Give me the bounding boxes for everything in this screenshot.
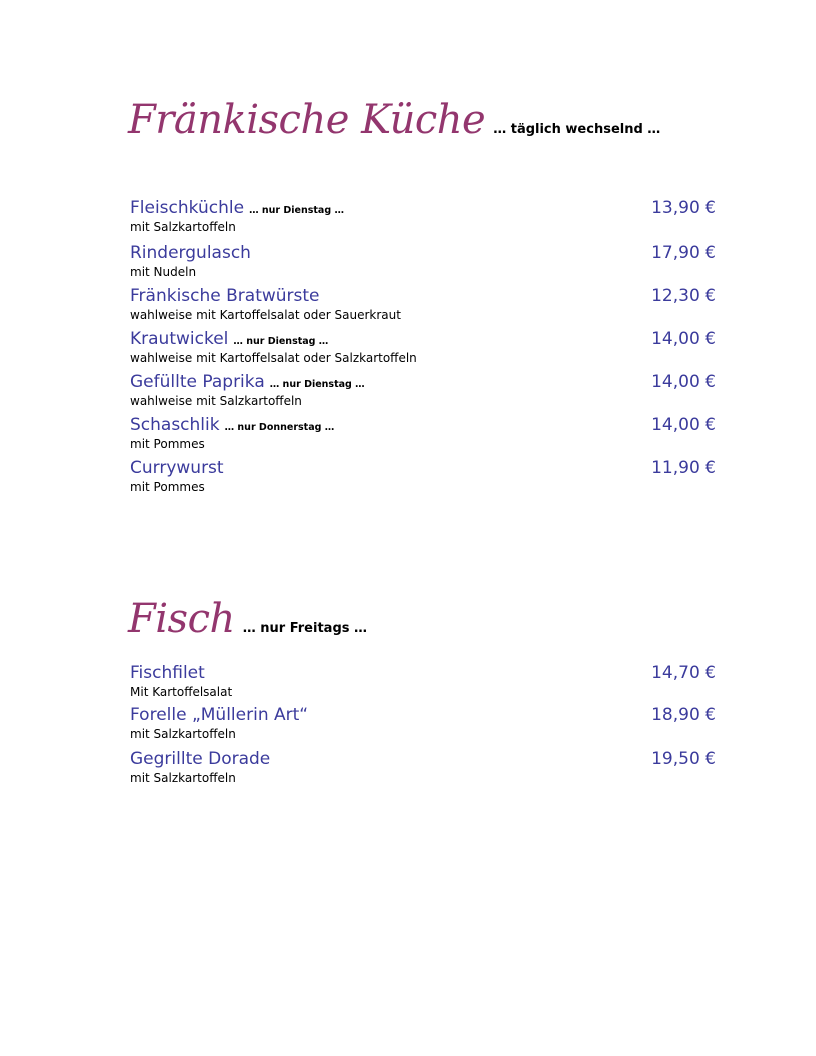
item-price: 11,90 € xyxy=(651,458,716,478)
item-name: Krautwickel xyxy=(130,329,229,349)
item-price: 14,70 € xyxy=(651,663,716,683)
item-name: Fleischküchle xyxy=(130,198,245,218)
menu-item xyxy=(130,705,716,741)
item-availability-note: … nur Dienstag … xyxy=(233,336,329,347)
item-description: mit Pommes xyxy=(130,480,205,494)
item-name: Schaschlik xyxy=(130,415,220,435)
section-title: Fränkische Küche xyxy=(128,97,486,143)
item-name: Forelle „Müllerin Art“ xyxy=(130,705,309,725)
section-title: Fisch xyxy=(128,596,235,642)
menu-item xyxy=(130,329,716,365)
item-description: wahlweise mit Kartoffelsalat oder Sauerkraut xyxy=(130,308,401,322)
item-availability-note: … nur Dienstag … xyxy=(249,205,344,216)
menu-item xyxy=(130,243,716,279)
section-header xyxy=(128,597,716,641)
item-availability-note: … nur Dienstag … xyxy=(269,379,365,390)
menu-item xyxy=(130,458,716,494)
item-description: mit Salzkartoffeln xyxy=(130,220,236,234)
item-name: Gefüllte Paprika xyxy=(130,372,265,392)
menu-item xyxy=(130,663,716,699)
item-price: 14,00 € xyxy=(651,329,716,349)
menu-item xyxy=(130,372,716,408)
item-description: mit Pommes xyxy=(130,437,205,451)
item-name: Rindergulasch xyxy=(130,243,251,263)
item-description: mit Salzkartoffeln xyxy=(130,727,236,741)
section-subtitle: … täglich wechselnd … xyxy=(493,122,661,137)
item-description: wahlweise mit Salzkartoffeln xyxy=(130,394,302,408)
item-price: 14,00 € xyxy=(651,372,716,392)
item-name: Fischfilet xyxy=(130,663,205,683)
item-description: mit Nudeln xyxy=(130,265,197,279)
section-fisch xyxy=(128,596,716,785)
item-price: 18,90 € xyxy=(651,705,716,725)
item-price: 12,30 € xyxy=(651,286,716,306)
section-fraenkische-kueche xyxy=(128,97,716,494)
item-name: Fränkische Bratwürste xyxy=(130,286,320,306)
item-description: mit Salzkartoffeln xyxy=(130,771,236,785)
section-header xyxy=(128,98,716,142)
item-price: 19,50 € xyxy=(651,749,716,769)
menu-item xyxy=(130,749,716,785)
section-subtitle: … nur Freitags … xyxy=(242,621,368,636)
item-availability-note: … nur Donnerstag … xyxy=(224,422,335,433)
item-name: Gegrillte Dorade xyxy=(130,749,271,769)
item-description: Mit Kartoffelsalat xyxy=(130,685,233,699)
item-description: wahlweise mit Kartoffelsalat oder Salzkartoffeln xyxy=(130,351,417,365)
item-price: 14,00 € xyxy=(651,415,716,435)
menu-item xyxy=(130,198,716,234)
menu-item xyxy=(130,286,716,322)
menu-item xyxy=(130,415,716,451)
item-price: 17,90 € xyxy=(651,243,716,263)
item-price: 13,90 € xyxy=(651,198,716,218)
item-name: Currywurst xyxy=(130,458,224,478)
